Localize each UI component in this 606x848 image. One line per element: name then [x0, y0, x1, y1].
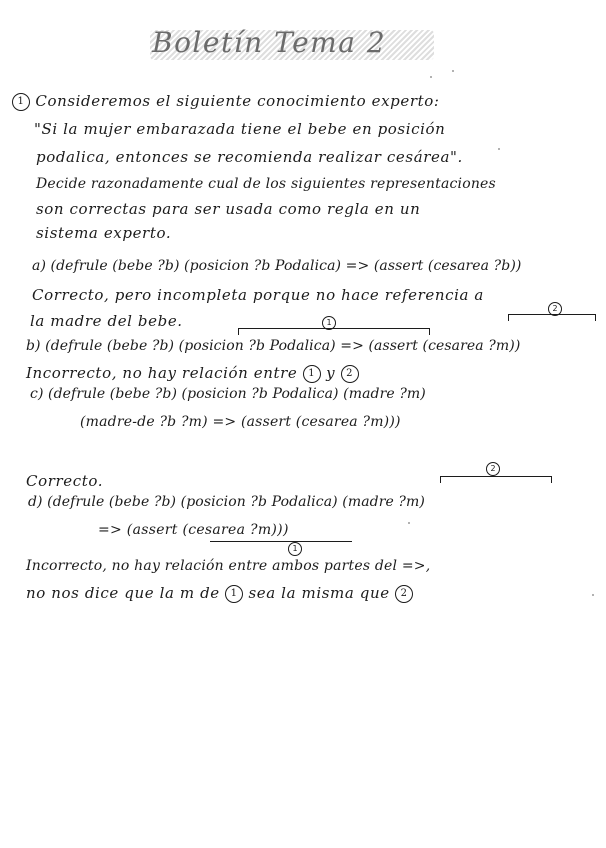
- option-d-underline: [210, 541, 352, 542]
- option-d-answer-1: Incorrecto, no hay relación entre ambos partes del =>,: [26, 558, 431, 574]
- scan-speck: [408, 522, 410, 524]
- question-text-1: Consideremos el siguiente conocimiento experto:: [35, 92, 440, 110]
- option-b-answer: [26, 364, 359, 383]
- page-title: Boletín Tema 2: [152, 26, 387, 59]
- option-a-answer-2: la madre del bebe.: [30, 312, 183, 330]
- option-b-bracket-2: [508, 314, 596, 321]
- option-d-answer-ref-2: 2: [395, 585, 413, 603]
- question-line-3: podalica, entonces se recomienda realizar cesárea".: [36, 148, 463, 166]
- option-d-answer-ref-1: 1: [225, 585, 243, 603]
- scan-speck: [452, 70, 454, 72]
- question-line-6: sistema experto.: [36, 224, 172, 242]
- question-line-1: [12, 92, 440, 111]
- option-d-bracket-2: [440, 476, 552, 483]
- option-d-answer-2-prefix: no nos dice que la m de: [26, 584, 220, 602]
- option-d-marker-1: 1: [288, 542, 302, 556]
- option-b-marker-2: 2: [548, 302, 562, 316]
- option-b-answer-ref-1: 1: [303, 365, 321, 383]
- question-line-4: Decide razonadamente cual de los siguientes representaciones: [36, 176, 496, 192]
- option-a-code: a) (defrule (bebe ?b) (posicion ?b Podalica) => (assert (cesarea ?b)): [32, 258, 522, 274]
- scan-speck: [592, 594, 594, 596]
- option-d-answer-2-mid: sea la misma que: [248, 584, 390, 602]
- option-a-answer-1: Correcto, pero incompleta porque no hace referencia a: [32, 286, 484, 304]
- option-c-code-1: c) (defrule (bebe ?b) (posicion ?b Podalica) (madre ?m): [30, 386, 426, 402]
- option-d-answer-2: [26, 584, 413, 603]
- option-c-code-2: (madre-de ?b ?m) => (assert (cesarea ?m))): [80, 414, 401, 430]
- option-d-code-1: d) (defrule (bebe ?b) (posicion ?b Podalica) (madre ?m): [28, 494, 425, 510]
- question-line-5: son correctas para ser usada como regla en un: [36, 200, 421, 218]
- question-number: 1: [12, 93, 30, 111]
- option-b-marker-1: 1: [322, 316, 336, 330]
- option-b-code: b) (defrule (bebe ?b) (posicion ?b Podalica) => (assert (cesarea ?m)): [26, 338, 521, 354]
- option-b-answer-text: Incorrecto, no hay relación entre: [26, 364, 298, 382]
- scan-speck: [430, 76, 432, 78]
- option-c-answer: Correcto.: [26, 472, 104, 490]
- question-line-2: "Si la mujer embarazada tiene el bebe en posición: [34, 120, 446, 138]
- option-b-bracket-1: [238, 328, 430, 335]
- option-d-marker-2: 2: [486, 462, 500, 476]
- scan-speck: [498, 148, 500, 150]
- option-b-answer-ref-2: 2: [341, 365, 359, 383]
- option-d-code-2: => (assert (cesarea ?m))): [98, 522, 289, 538]
- option-b-answer-join: y: [326, 364, 336, 382]
